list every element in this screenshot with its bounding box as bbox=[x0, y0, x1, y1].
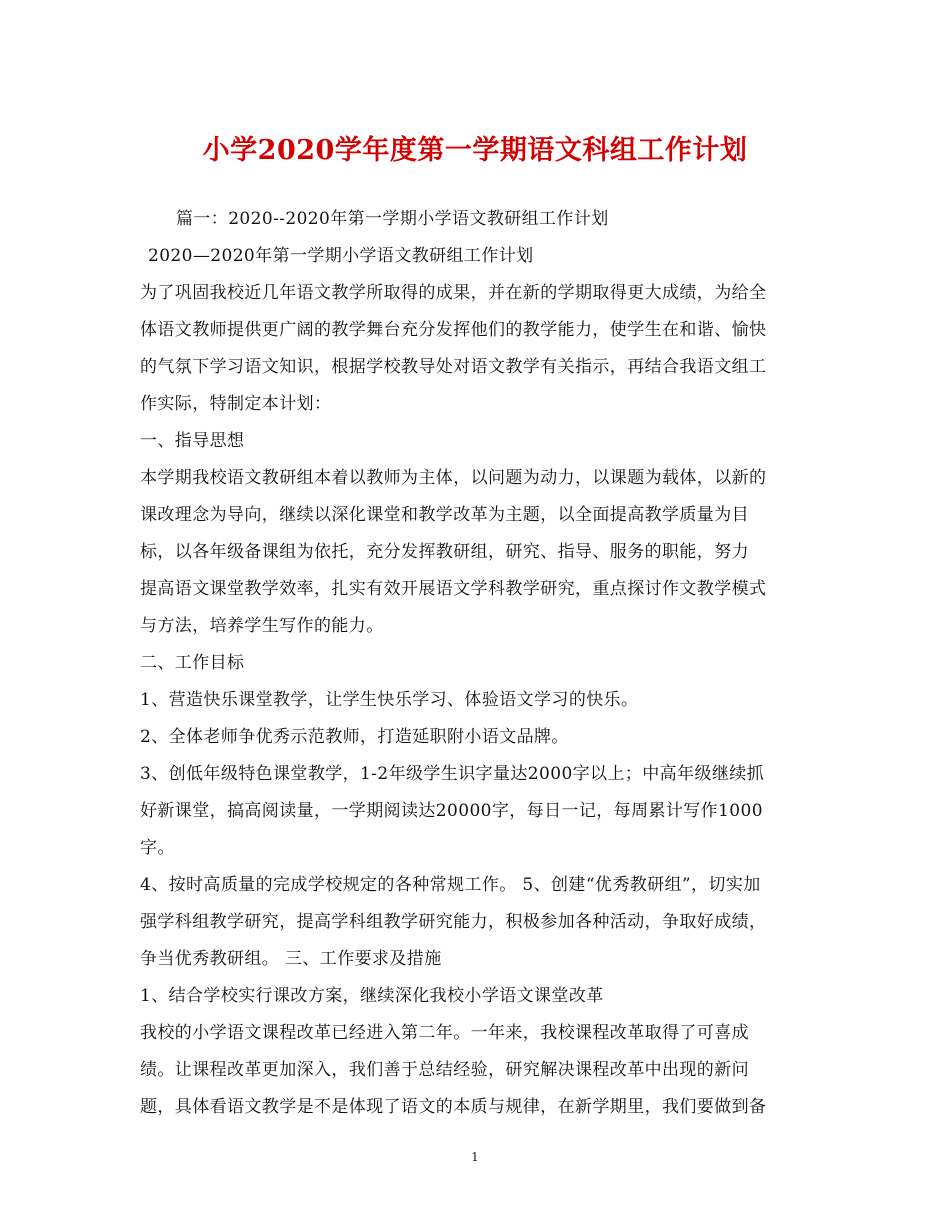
text-line: 争当优秀教研组。 三、工作要求及措施 bbox=[140, 949, 442, 969]
text-line: 我校的小学语文课程改革已经进入第二年。一年来，我校课程改革取得了可喜成 bbox=[140, 1023, 749, 1043]
text-line: 绩。让课程改革更加深入，我们善于总结经验，研究解决课程改革中出现的新问 bbox=[140, 1060, 749, 1080]
text-line: 2020—2020年第一学期小学语文教研组工作计划 bbox=[148, 246, 534, 266]
page-number: 1 bbox=[471, 1150, 479, 1164]
text-line: 强学科组教学研究，提高学科组教学研究能力，积极参加各种活动，争取好成绩， bbox=[140, 912, 767, 932]
text-line: 为了巩固我校近几年语文教学所取得的成果，并在新的学期取得更大成绩，为给全 bbox=[140, 283, 767, 303]
document-title: 小学2020学年度第一学期语文科组工作计划 bbox=[202, 135, 748, 166]
text-line: 4、按时高质量的完成学校规定的各种常规工作。 5、创建“优秀教研组”，切实加 bbox=[140, 875, 761, 895]
text-line: 标，以各年级备课组为依托，充分发挥教研组，研究、指导、服务的职能，努力 bbox=[140, 542, 749, 562]
text-line: 2、全体老师争优秀示范教师，打造延职附小语文品牌。 bbox=[140, 727, 569, 747]
text-line: 课改理念为导向，继续以深化课堂和教学改革为主题，以全面提高教学质量为目 bbox=[140, 505, 749, 525]
text-line: 本学期我校语文教研组本着以教师为主体，以问题为动力，以课题为载体，以新的 bbox=[140, 468, 767, 488]
text-line: 字。 bbox=[140, 838, 175, 858]
text-line: 1、结合学校实行课改方案，继续深化我校小学语文课堂改革 bbox=[140, 986, 604, 1006]
text-line: 提高语文课堂教学效率，扎实有效开展语文学科教学研究，重点探讨作文教学模式 bbox=[140, 579, 767, 599]
text-line: 与方法，培养学生写作的能力。 bbox=[140, 616, 384, 636]
text-line: 篇一：2020--2020年第一学期小学语文教研组工作计划 bbox=[176, 209, 609, 229]
section-heading: 一、指导思想 bbox=[140, 431, 245, 451]
text-line: 的气氛下学习语文知识，根据学校教导处对语文教学有关指示，再结合我语文组工 bbox=[140, 357, 767, 377]
text-line: 作实际，特制定本计划： bbox=[140, 394, 332, 414]
text-line: 3、创低年级特色课堂教学，1-2年级学生识字量达2000字以上；中高年级继续抓 bbox=[140, 764, 765, 784]
text-line: 1、营造快乐课堂教学，让学生快乐学习、体验语文学习的快乐。 bbox=[140, 690, 639, 710]
text-line: 题，具体看语文教学是不是体现了语文的本质与规律，在新学期里，我们要做到备 bbox=[140, 1097, 767, 1117]
text-line: 体语文教师提供更广阔的教学舞台充分发挥他们的教学能力，使学生在和谐、愉快 bbox=[140, 320, 767, 340]
section-heading: 二、工作目标 bbox=[140, 653, 245, 673]
text-line: 好新课堂，搞高阅读量，一学期阅读达20000字，每日一记，每周累计写作1000 bbox=[140, 801, 763, 821]
